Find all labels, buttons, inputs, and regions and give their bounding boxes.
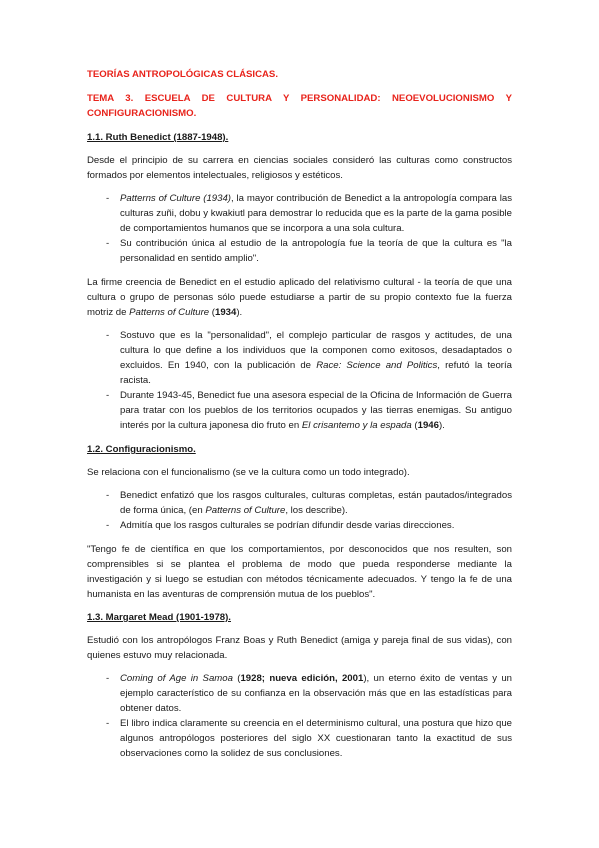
section-heading-mead: 1.3. Margaret Mead (1901-1978). — [87, 612, 231, 623]
bullet-dash: - — [106, 520, 110, 531]
list-item: - Sostuvo que es la "personalidad", el complejo particular de rasgos y actitudes, de una cultura lo que define a los individuos que la componen como exitosos, desadaptados o excluidos. En 1940, con la publicación de Race: Science and Politics, refutó la teoría racista. — [106, 330, 512, 386]
section-heading-benedict: 1.1. Ruth Benedict (1887-1948). — [87, 132, 229, 143]
bullet-dash: - — [106, 330, 110, 341]
list-item: - Su contribución única al estudio de la antropología fue la teoría de que la cultura es "la personalidad en sentido amplio". — [106, 238, 512, 264]
course-title: TEORÍAS ANTROPOLÓGICAS CLÁSICAS. — [87, 69, 278, 80]
list-item: - Benedict enfatizó que los rasgos culturales, culturas completas, están pautados/integrados de forma única, (en Patterns of Culture, los describe). — [106, 490, 512, 516]
bullet-dash: - — [106, 490, 110, 501]
bullet-dash: - — [106, 238, 110, 249]
paragraph: Se relaciona con el funcionalismo (se ve la cultura como un todo integrado). — [87, 467, 410, 478]
quote-paragraph: "Tengo fe de científica en que los comportamientos, por desconocidos que nos resulten, son comprensibles si se plantea el problema de modo que pueda responderse mediante la investigación y si luego se estudian con métodos técnicamente adecuados. Y tengo la fe de una humanista en las aventuras de comprensión mutua de los pueblos". — [87, 544, 512, 600]
list-item: - Durante 1943-45, Benedict fue una asesora especial de la Oficina de Información de Guerra para tratar con los pueblos de los territorios ocupados y las tierras enemigas. Su antiguo interés por la cultura japonesa dio fruto en El crisantemo y la espada (1946). — [106, 390, 512, 431]
bullet-list — [87, 328, 512, 433]
bullet-dash: - — [106, 673, 110, 684]
bullet-list — [87, 488, 512, 533]
list-item: - Patterns of Culture (1934), la mayor contribución de Benedict a la antropología compara las culturas zuñi, dobu y kwakiutl para demostrar lo reducida que es la parte de la gama posible de comportamientos humanos que se incorpora a una sola cultura. — [106, 193, 512, 234]
bullet-dash: - — [106, 390, 110, 401]
paragraph: La firme creencia de Benedict en el estudio aplicado del relativismo cultural - la teoría de que una cultura o grupo de personas sólo puede estudiarse a partir de su propio contexto fue la fuerza motriz de Patterns of Culture (1934). — [87, 277, 512, 318]
list-item: - El libro indica claramente su creencia en el determinismo cultural, una postura que hizo que algunos antropólogos posteriores del siglo XX cuestionaran tanto la exactitud de sus observaciones como la solidez de sus conclusiones. — [106, 718, 512, 759]
paragraph: Estudió con los antropólogos Franz Boas y Ruth Benedict (amiga y pareja final de sus vidas), con quienes estuvo muy relacionada. — [87, 635, 512, 661]
bullet-list — [87, 191, 512, 266]
paragraph: Desde el principio de su carrera en ciencias sociales consideró las culturas como constructos formados por elementos intelectuales, religiosos y estéticos. — [87, 155, 512, 181]
bullet-list — [87, 671, 512, 761]
list-item: - Coming of Age in Samoa (1928; nueva edición, 2001), un eterno éxito de ventas y un ejemplo característico de su confianza en la observación más que en las estadísticas para obtener datos. — [106, 673, 512, 714]
section-heading-configuracionismo: 1.2. Configuracionismo. — [87, 444, 196, 455]
topic-title: TEMA 3. ESCUELA DE CULTURA Y PERSONALIDAD: NEOEVOLUCIONISMO Y CONFIGURACIONISMO. — [87, 93, 512, 119]
bullet-dash: - — [106, 718, 110, 729]
list-item: - Admitía que los rasgos culturales se podrían difundir desde varias direcciones. — [106, 520, 455, 531]
bullet-dash: - — [106, 193, 110, 204]
